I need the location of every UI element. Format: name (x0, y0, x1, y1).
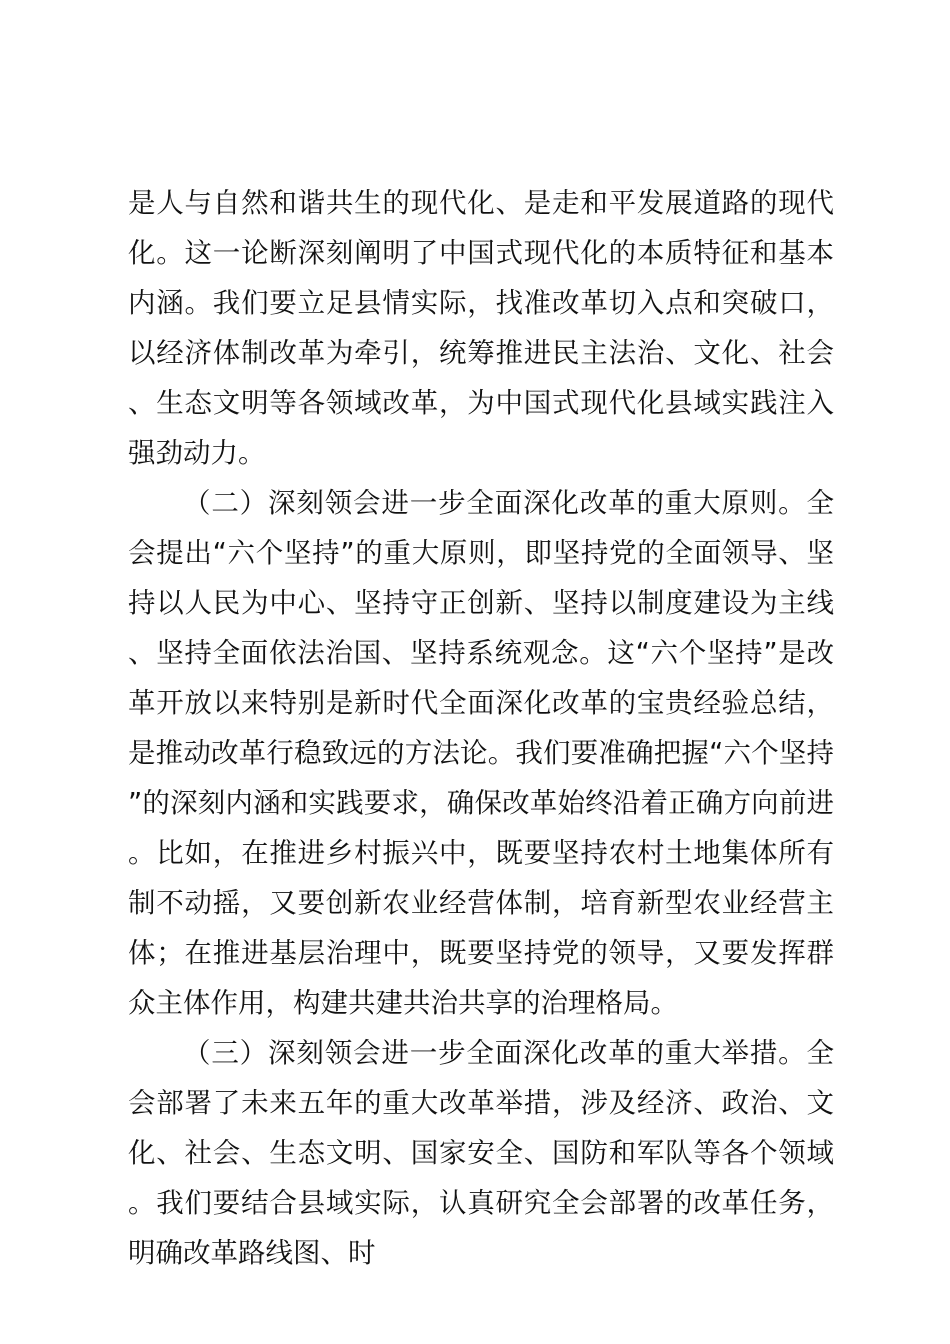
paragraph-continuation: 是人与自然和谐共生的现代化、是走和平发展道路的现代化。这一论断深刻阐明了中国式现代化的本质特征和基本内涵。我们要立足县情实际，找准改革切入点和突破口，以经济体制改革为牵引，统筹推进民主法治、文化、社会、生态文明等各领域改革，为中国式现代化县域实践注入强劲动力。 (128, 187, 834, 469)
paragraph-major-measures: （三）深刻领会进一步全面深化改革的重大举措。全会部署了未来五年的重大改革举措，涉及经济、政治、文化、社会、生态文明、国家安全、国防和军队等各个领域。我们要结合县域实际，认真研究全会部署的改革任务，明确改革路线图、时 (128, 1037, 834, 1269)
paragraph-major-principles: （二）深刻领会进一步全面深化改革的重大原则。全会提出“六个坚持”的重大原则，即坚持党的全面领导、坚持以人民为中心、坚持守正创新、坚持以制度建设为主线、坚持全面依法治国、坚持系统观念。这“六个坚持”是改革开放以来特别是新时代全面深化改革的宝贵经验总结，是推动改革行稳致远的方法论。我们要准确把握“六个坚持”的深刻内涵和实践要求，确保改革始终沿着正确方向前进。比如，在推进乡村振兴中，既要坚持农村土地集体所有制不动摇，又要创新农业经营体制，培育新型农业经营主体；在推进基层治理中，既要坚持党的领导，又要发挥群众主体作用，构建共建共治共享的治理格局。 (128, 487, 834, 1019)
document-page (128, 178, 834, 1278)
